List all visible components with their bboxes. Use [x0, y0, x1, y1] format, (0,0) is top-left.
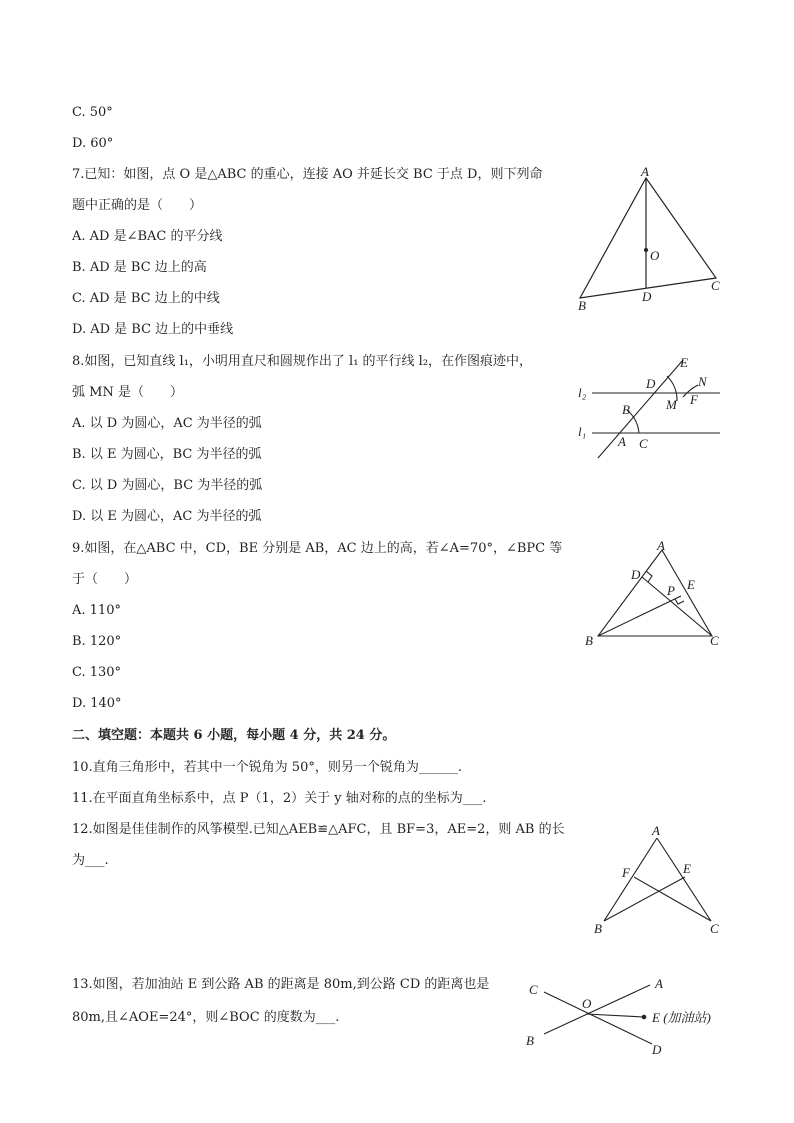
q7-label-c: C	[711, 278, 720, 293]
q8-stem-line1: 8.如图，已知直线 l₁，小明用直尺和圆规作出了 l₁ 的平行线 l₂，在作图痕迹中，	[72, 354, 533, 369]
q7-option-d: D. AD 是 BC 边上的中垂线	[72, 322, 234, 337]
q7-label-o: O	[650, 248, 660, 263]
q12-side-ab	[604, 838, 657, 921]
q9-altitude-cd	[642, 577, 712, 636]
q12-side-ac	[657, 838, 711, 921]
q8-label-a: A	[618, 434, 626, 449]
q12-figure	[590, 820, 730, 942]
q12-label-b: B	[594, 921, 602, 936]
q7-option-a: A. AD 是∠BAC 的平分线	[72, 229, 223, 244]
q12-label-c: C	[710, 921, 719, 936]
q11-stem: 11.在平面直角坐标系中，点 P（1，2）关于 y 轴对称的点的坐标为___.	[72, 791, 487, 806]
q9-altitude-be	[598, 596, 681, 636]
q9-stem-line1: 9.如图，在△ABC 中，CD，BE 分别是 AB，AC 边上的高，若∠A=70°，∠BPC 等	[72, 541, 563, 556]
q7-figure	[570, 163, 735, 318]
q8-label-b: B	[622, 402, 630, 417]
q7-triangle	[580, 178, 716, 298]
q7-point-o	[644, 248, 648, 252]
q7-label-b: B	[578, 298, 586, 313]
q13-label-b: B	[526, 1033, 534, 1048]
q13-stem-line1: 13.如图，若加油站 E 到公路 AB 的距离是 80m,到公路 CD 的距离也是	[72, 977, 490, 992]
q10-stem: 10.直角三角形中，若其中一个锐角为 50°，则另一个锐角为______.	[72, 760, 462, 775]
q9-triangle	[598, 550, 712, 636]
q13-label-d: D	[652, 1042, 662, 1057]
q13-label-c: C	[529, 982, 538, 997]
q7-label-a: A	[641, 164, 649, 179]
q7-stem-line1: 7.已知：如图，点 O 是△ABC 的重心，连接 AO 并延长交 BC 于点 D，则下列命	[72, 167, 543, 182]
q13-stem-line2: 80m,且∠AOE=24°，则∠BOC 的度数为___.	[72, 1010, 340, 1025]
q13-label-o: O	[582, 996, 592, 1011]
q13-road-cd	[544, 992, 652, 1044]
q8-label-d: D	[646, 376, 656, 391]
q8-option-b: B. 以 E 为圆心，BC 为半径的弧	[72, 447, 262, 462]
q8-stem-line2: 弧 MN 是（ ）	[72, 385, 183, 400]
q7-option-c: C. AD 是 BC 边上的中线	[72, 291, 220, 306]
q7-stem-line2: 题中正确的是（ ）	[72, 198, 203, 213]
q9-label-p: P	[667, 583, 675, 598]
q8-label-e: E	[680, 355, 688, 370]
q8-figure	[570, 352, 730, 462]
q12-stem-line2: 为___.	[72, 853, 109, 868]
q7-label-d: D	[642, 289, 652, 304]
q9-label-d: D	[631, 567, 641, 582]
q9-label-a: A	[657, 538, 665, 553]
section-2-heading: 二、填空题：本题共 6 小题，每小题 4 分，共 24 分。	[72, 728, 396, 743]
q13-label-e: E (加油站)	[652, 1010, 711, 1025]
q12-stem-line1: 12.如图是佳佳制作的风筝模型.已知△AEB≌△AFC，且 BF=3，AE=2，则 AB 的长	[72, 822, 565, 837]
q9-stem-line2: 于（ ）	[72, 572, 138, 587]
q9-right-angle-e	[675, 599, 684, 604]
q8-label-f: F	[690, 392, 698, 407]
q9-option-c: C. 130°	[72, 665, 122, 680]
q8-option-d: D. 以 E 为圆心，AC 为半径的弧	[72, 509, 262, 524]
q13-point-e	[642, 1015, 647, 1020]
q8-label-l2: l₂	[578, 385, 587, 400]
q6-option-c: C. 50°	[72, 105, 113, 120]
q12-label-e: E	[683, 861, 691, 876]
q8-label-n: N	[698, 374, 707, 389]
q8-option-a: A. 以 D 为圆心，AC 为半径的弧	[72, 416, 262, 431]
q9-figure	[578, 536, 728, 654]
q8-label-m: M	[666, 397, 677, 412]
q9-option-d: D. 140°	[72, 696, 122, 711]
q8-label-l1: l₁	[578, 424, 587, 439]
q7-option-b: B. AD 是 BC 边上的高	[72, 260, 207, 275]
q13-label-a: A	[655, 976, 663, 991]
q9-option-b: B. 120°	[72, 634, 122, 649]
q9-right-angle-d	[646, 571, 652, 582]
q12-label-a: A	[652, 823, 660, 838]
q9-option-a: A. 110°	[72, 603, 121, 618]
q13-figure	[520, 972, 735, 1064]
q8-option-c: C. 以 D 为圆心，BC 为半径的弧	[72, 478, 263, 493]
q13-road-ab	[544, 985, 650, 1034]
q9-label-b: B	[585, 633, 593, 648]
q8-label-c: C	[639, 436, 648, 451]
q12-label-f: F	[622, 865, 630, 880]
q9-label-c: C	[710, 633, 719, 648]
q9-label-e: E	[687, 577, 695, 592]
q6-option-d: D. 60°	[72, 136, 114, 151]
